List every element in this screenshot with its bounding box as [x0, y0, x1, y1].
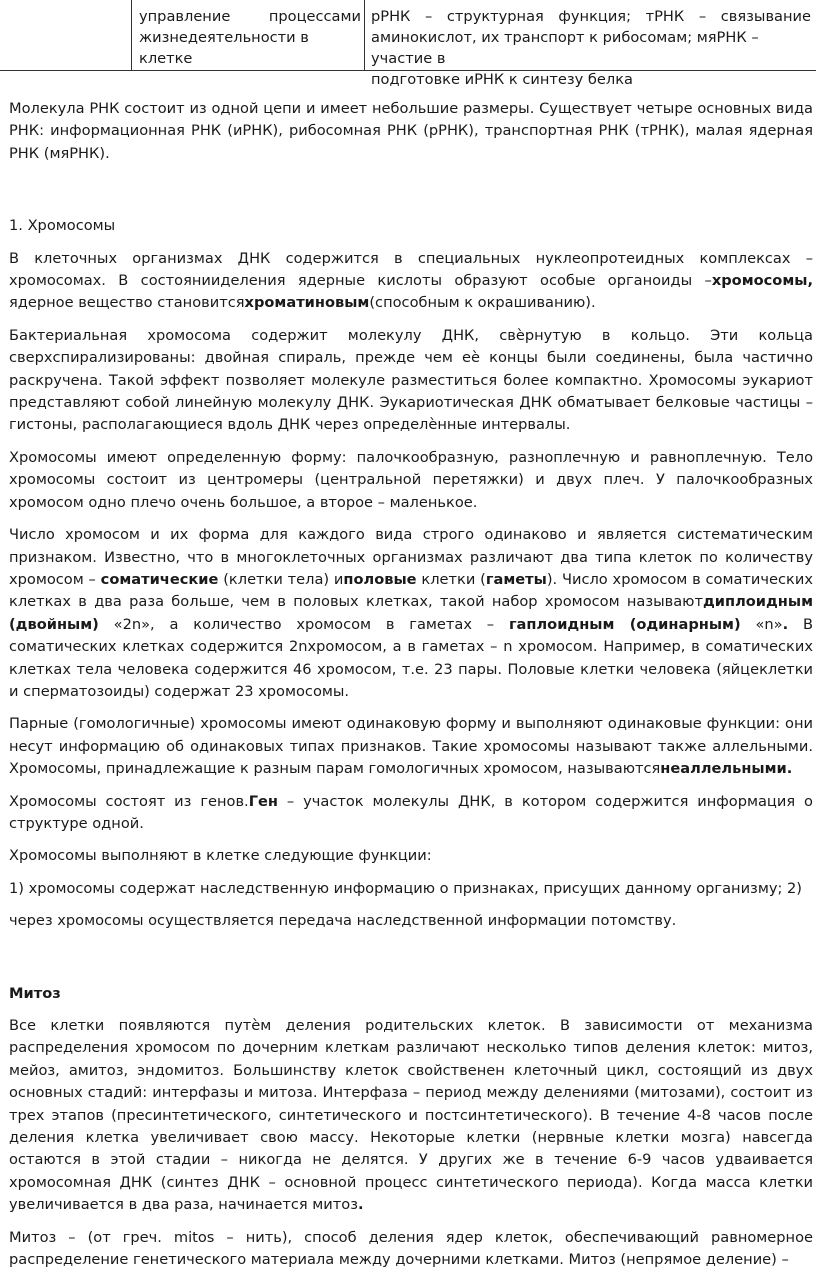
intro-paragraph: Молекула РНК состоит из одной цепи и имеет небольшие размеры. Существует четыре основных вида РНК: информационная РНК (иРНК), рибосомная РНК (рРНК), транспортная РНК (тРНК), малая ядерная РНК (мяРНК). [9, 100, 813, 162]
paragraph: Парные (гомологичные) хромосомы имеют одинаковую форму и выполняют одинаковые функции: они несут информацию об одинаковых типах признаков. Такие хромосомы называют также аллельными. Хромосомы, принадлежащие к разным парам гомологичных хромосом, называютсянеаллельными. [9, 715, 813, 778]
paragraph: Бактериальная хромосома содержит молекулу ДНК, свѐрнутую в кольцо. Эти кольца сверхспирализированы: двойная спираль, прежде чем еѐ концы были соединены, была частично раскручена. Такой эффект позволяет молекуле разместиться более компактно. Хромосомы эукариот представляют собой линейную молекулу ДНК. Эукариотическая ДНК обматывает белковые частицы – гистоны, располагающиеся вдоль ДНК через определѐнные интервалы. [9, 326, 813, 434]
section-heading-chromosomes: 1. Хромосомы [9, 217, 116, 235]
cell-text: управление [139, 8, 231, 25]
cell-text: процессами [268, 8, 361, 25]
paragraph: Митоз – (от греч. mitos – нить), способ деления ядер клеток, обеспечивающий равномерное распределение генетического материала между дочерними клетками. Митоз (непрямое деление) – [9, 1228, 813, 1269]
paragraph: Хромосомы состоят из генов.Ген – участок молекулы ДНК, в котором содержится информация о структуре одной. [9, 792, 813, 832]
section-heading-mitosis: Митоз [9, 984, 61, 1002]
paragraph: Хромосомы имеют определенную форму: палочкообразную, разноплечную и равноплечную. Тело хромосомы состоит из центромеры (центральной перетяжки) и двух плеч. У палочкообразных хромосом одно плечо очень большое, а второе – маленькое. [9, 448, 813, 511]
paragraph: Хромосомы выполняют в клетке следующие функции: [9, 847, 432, 865]
table-border [131, 0, 132, 70]
cell-text: жизнедеятельности в клетке [139, 29, 309, 67]
paragraph: В клеточных организмах ДНК содержится в специальных нуклеопротеидных комплексах – хромосомах. В состоянииделения ядерные кислоты образуют особые органоиды –хромосомы, ядерное вещество становитсяхроматиновым(способным к окрашиванию). [9, 249, 813, 312]
table-cell-description [371, 6, 811, 90]
paragraph: через хромосомы осуществляется передача наследственной информации потомству. [9, 912, 677, 930]
table-border [364, 0, 365, 70]
document-body [9, 98, 813, 1281]
paragraph: 1) хромосомы содержат наследственную информацию о признаках, присущих данному организму; 2) [9, 879, 802, 897]
cell-text: аминокислот, их транспорт к рибосомам; мяРНК – участие в [371, 29, 759, 67]
paragraph: Все клетки появляются путѐм деления родительских клеток. В зависимости от механизма распределения хромосом по дочерним клеткам различают несколько типов деления клеток: митоз, мейоз, амитоз, эндомитоз. Большинству клеток свойственен клеточный цикл, состоящий из двух основных стадий: интерфазы и митоза. Интерфаза – период между делениями (митозами), состоит из трех этапов (пресинтетического, синтетического и постсинтетического). В течение 4-8 часов после деления клетка увеличивает свою массу. Некоторые клетки (нервные клетки мозга) навсегда остаются в этой стадии – никогда не делятся. У других же в течение 6-9 часов удваивается хромосомная ДНК (синтез ДНК – основной процесс синтетического периода). Когда масса клетки увеличивается в два раза, начинается митоз. [9, 1017, 813, 1214]
cell-text: подготовке иРНК к синтезу белка [371, 71, 633, 88]
table-fragment [0, 0, 816, 88]
cell-text: рРНК – структурная функция; тРНК – связывание [371, 8, 811, 25]
table-cell-function [139, 6, 361, 69]
paragraph: Число хромосом и их форма для каждого вида строго одинаково и является систематическим признаком. Известно, что в многоклеточных организмах различают два типа клеток по количеству хромосом – соматические (клетки тела) иполовые клетки (гаметы). Число хромосом в соматических клетках в два раза больше, чем в половых клетках, такой набор хромосом называютдиплоидным (двойным) «2n», а количество хромосом в гаметах – гаплоидным (одинарным) «n». В соматических клетках содержится 2nхромосом, а в гаметах – n хромосом. Например, в соматических клетках тела человека содержится 46 хромосом, т.е. 23 пары. Половые клетки человека (яйцеклетки и сперматозоиды) содержат 23 хромосомы. [9, 526, 813, 700]
